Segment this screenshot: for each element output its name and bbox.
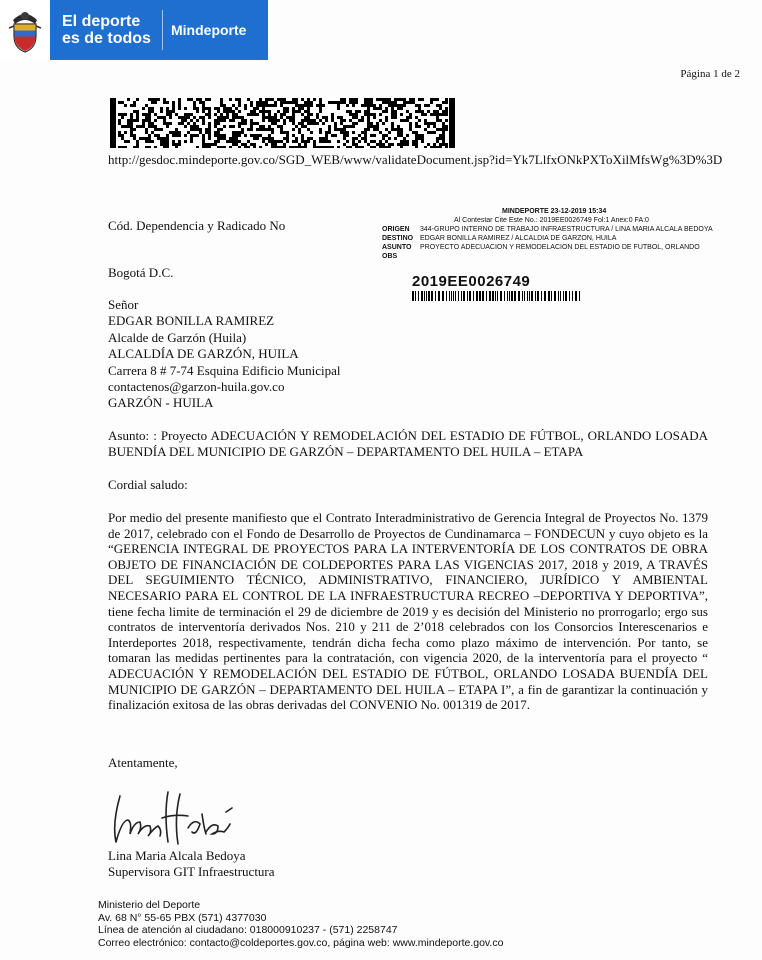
- signature-icon: [108, 784, 248, 850]
- footer-contact[interactable]: Correo electrónico: contacto@coldeportes.gov.co, página web: www.mindeporte.gov.co: [98, 936, 504, 949]
- signer-role: Supervisora GIT Infraestructura: [108, 864, 275, 880]
- radicado-contestar: Al Contestar Cite Este No.: 2019EE0026749 Fol:1 Anex:0 FA:0: [454, 217, 649, 224]
- radicado-row: [382, 225, 762, 234]
- cod-dependencia-label: Cód. Dependencia y Radicado No: [108, 218, 286, 233]
- slogan: El deporte es de todos: [62, 13, 151, 47]
- recipient-block: [108, 297, 341, 412]
- radicado-value: PROYECTO ADECUACION Y REMODELACION DEL ESTADIO DE FUTBOL, ORLANDO: [420, 244, 700, 251]
- footer-phone: Línea de atención al ciudadano: 018000910237 - (571) 2258747: [98, 924, 398, 937]
- city-date: Bogotá D.C.: [108, 265, 174, 280]
- radicado-row: [382, 243, 762, 252]
- recipient-entity: ALCALDÍA DE GARZÓN, HUILA: [108, 346, 299, 362]
- salutation: Señor: [108, 297, 139, 312]
- signer-name: Lina Maria Alcala Bedoya: [108, 848, 246, 863]
- radicado-row: [382, 234, 762, 243]
- radicado-header: MINDEPORTE 23-12-2019 15:34: [502, 208, 607, 215]
- radicado-key: ORIGEN: [382, 226, 410, 233]
- footer: [98, 899, 503, 949]
- body-paragraph: Por medio del presente manifiesto que el Contrato Interadministrativo de Gerencia Integral de Proyectos No. 1379 de 2017, celebrado con el Fondo de Desarrollo de Proyectos de Cundinamarca – FONDECUN y cuyo objeto es la “GERENCIA INTEGRAL DE PROYECTOS PARA LA INTERVENTORÍA DE LOS CONTRATOS DE OBRA OBJETO DE FINANCIACIÓN DE COLDEPORTES PARA LAS VIGENCIAS 2017, 2018 y 2019, A TRAVÉS DEL SEGUIMIENTO TÉCNICO, ADMINISTRATIVO, FINANCIERO, JURÍDICO Y AMBIENTAL NECESARIO PARA EL CONTROL DE LA INFRAESTRUCTURA RECREO –DEPORTIVA Y DEPORTIVA”, tiene fecha limite de terminación el 29 de diciembre de 2019 y es decisión del Ministerio no prorrogarlo; ergo sus contratos de interventoría derivados Nos. 210 y 211 de 2’018 celebrados con los Consorcios Interescenarios e Interdeportes 2018, respectivamente, tendrán dicha fecha como plazo máximo de intervención. Por tanto, se tomaran las medidas pertinentes para la contratación, con vigencia 2020, de la interventoría para el proyecto “ ADECUACIÓN Y REMODELACIÓN DEL ESTADIO DE FÚTBOL, ORLANDO LOSADA BUENDÍA DEL MUNICIPIO DE GARZÓN – DEPARTAMENTO DEL HUILA – ETAPA I”, a fin de garantizar la continuación y finalización exitosa de las obras derivadas del CONVENIO No. 001319 de 2017.: [108, 510, 708, 713]
- brand-name: Mindeporte: [171, 22, 247, 38]
- footer-org: Ministerio del Deporte: [98, 899, 201, 911]
- subject: Asunto: : Proyecto ADECUACIÓN Y REMODELACIÓN DEL ESTADIO DE FÚTBOL, ORLANDO LOSADA BUENDÍA DEL MUNICIPIO DE GARZÓN – DEPARTAMENTO DEL HUILA – ETAPA: [108, 428, 708, 459]
- radicado-key: OBS: [382, 253, 398, 260]
- recipient-email: contactenos@garzon-huila.gov.co: [108, 379, 285, 395]
- validation-url[interactable]: http://gesdoc.mindeporte.gov.co/SGD_WEB/www/validateDocument.jsp?id=Yk7LlfxONkPXToXilMfsWg%3D%3D: [108, 152, 723, 167]
- recipient-title: Alcalde de Garzón (Huila): [108, 329, 247, 345]
- radicado-key: ASUNTO: [382, 244, 412, 251]
- signer-block: [108, 848, 275, 881]
- radicado-number: 2019EE0026749: [412, 273, 531, 290]
- greeting: Cordial saludo:: [108, 477, 188, 492]
- radicado-value: EDGAR BONILLA RAMIREZ / ALCALDIA DE GARZON, HUILA: [420, 235, 617, 242]
- divider: [162, 10, 163, 50]
- radicado-row: [382, 252, 762, 261]
- coat-of-arms-icon: [0, 0, 50, 60]
- brand-bar: [50, 0, 268, 60]
- radicado-value: 344-GRUPO INTERNO DE TRABAJO INFRAESTRUCTURA / LINA MARIA ALCALA BEDOYA: [420, 226, 713, 233]
- radicado-stamp: [382, 207, 762, 261]
- recipient-address: Carrera 8 # 7-74 Esquina Edificio Municipal: [108, 362, 341, 378]
- radicado-key: DESTINO: [382, 235, 414, 242]
- radicado-barcode: [412, 291, 582, 301]
- barcode-2d: [110, 98, 455, 148]
- page-number: Página 1 de 2: [680, 68, 740, 80]
- recipient-city: GARZÓN - HUILA: [108, 395, 214, 411]
- header-logo: [0, 0, 268, 60]
- closing: Atentamente,: [108, 755, 178, 770]
- footer-address: Av. 68 N° 55-65 PBX (571) 4377030: [98, 911, 267, 924]
- recipient-name: EDGAR BONILLA RAMIREZ: [108, 313, 275, 329]
